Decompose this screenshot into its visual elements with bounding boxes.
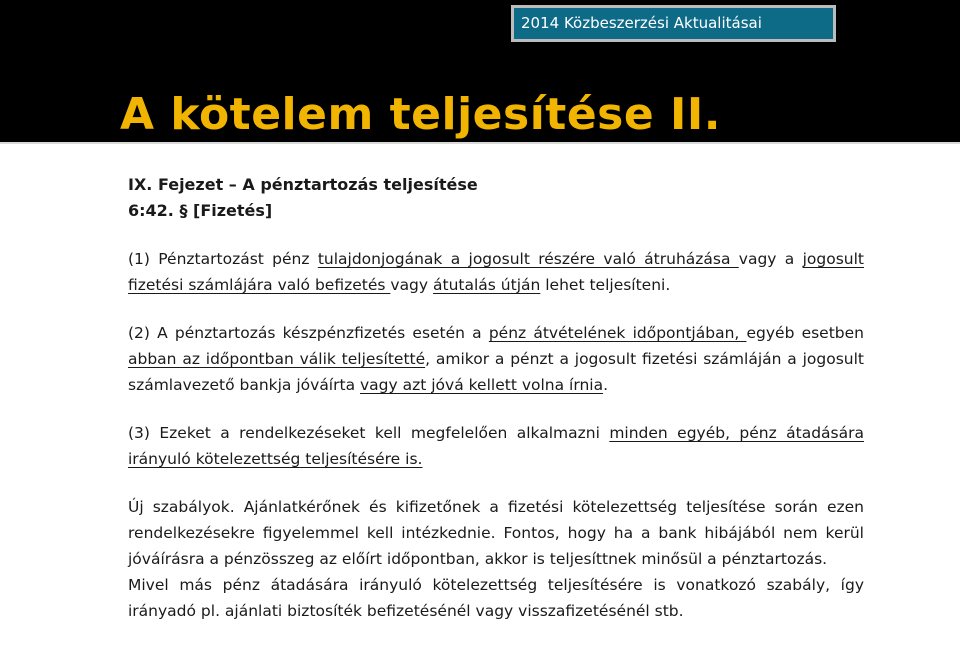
underlined-phrase: vagy azt jóvá kellett volna írnia: [360, 376, 604, 394]
paragraph-5: Mivel más pénz átadására irányuló kötelezettség teljesítésére is vonatkozó szabály, így irányadó pl. ajánlati biztosíték befizetésénél vagy visszafizetésénél stb.: [128, 576, 864, 620]
section-heading: 6:42. § [Fizetés]: [128, 201, 273, 220]
underlined-phrase: minden egyéb, pénz átadására irányuló kötelezettség teljesítésére is.: [128, 424, 864, 468]
slide-body: [128, 172, 864, 624]
paragraph-4: Új szabályok. Ajánlatkérőnek és kifizetőnek a fizetési kötelezettség teljesítése során ezen rendelkezésekre figyelemmel kell intézkednie. Fontos, hogy ha a bank hibájából nem kerül jóváírásra a pénzösszeg az előírt időpontban, akkor is teljesíttnek minősül a pénztartozás.: [128, 498, 864, 568]
underlined-phrase: jogosult fizetési számlájára való befizetés: [128, 250, 864, 294]
presentation-badge: 2014 Közbeszerzési Aktualitásai: [511, 5, 836, 42]
chapter-heading: IX. Fejezet – A pénztartozás teljesítése: [128, 175, 478, 194]
paragraph-1: (1) Pénztartozást pénz tulajdonjogának a jogosult részére való átruházása vagy a jogosult fizetési számlájára való befizetés vagy átutalás útján lehet teljesíteni.: [128, 250, 864, 294]
underlined-phrase: abban az időpontban válik teljesítetté: [128, 350, 426, 368]
underlined-phrase: pénz átvételének időpontjában,: [488, 324, 747, 342]
paragraph-3: (3) Ezeket a rendelkezéseket kell megfelelően alkalmazni minden egyéb, pénz átadására irányuló kötelezettség teljesítésére is.: [128, 424, 864, 468]
underlined-phrase: átutalás útján: [433, 276, 541, 294]
underlined-phrase: tulajdonjogának a jogosult részére való átruházása: [317, 250, 739, 268]
paragraph-2: (2) A pénztartozás készpénzfizetés esetén a pénz átvételének időpontjában, egyéb esetben abban az időpontban válik teljesítetté, amikor a pénzt a jogosult fizetési számláján a jogosult számlavezető bankja jóváírta vagy azt jóvá kellett volna írnia.: [128, 324, 864, 394]
slide-title: A kötelem teljesítése II.: [120, 89, 721, 140]
